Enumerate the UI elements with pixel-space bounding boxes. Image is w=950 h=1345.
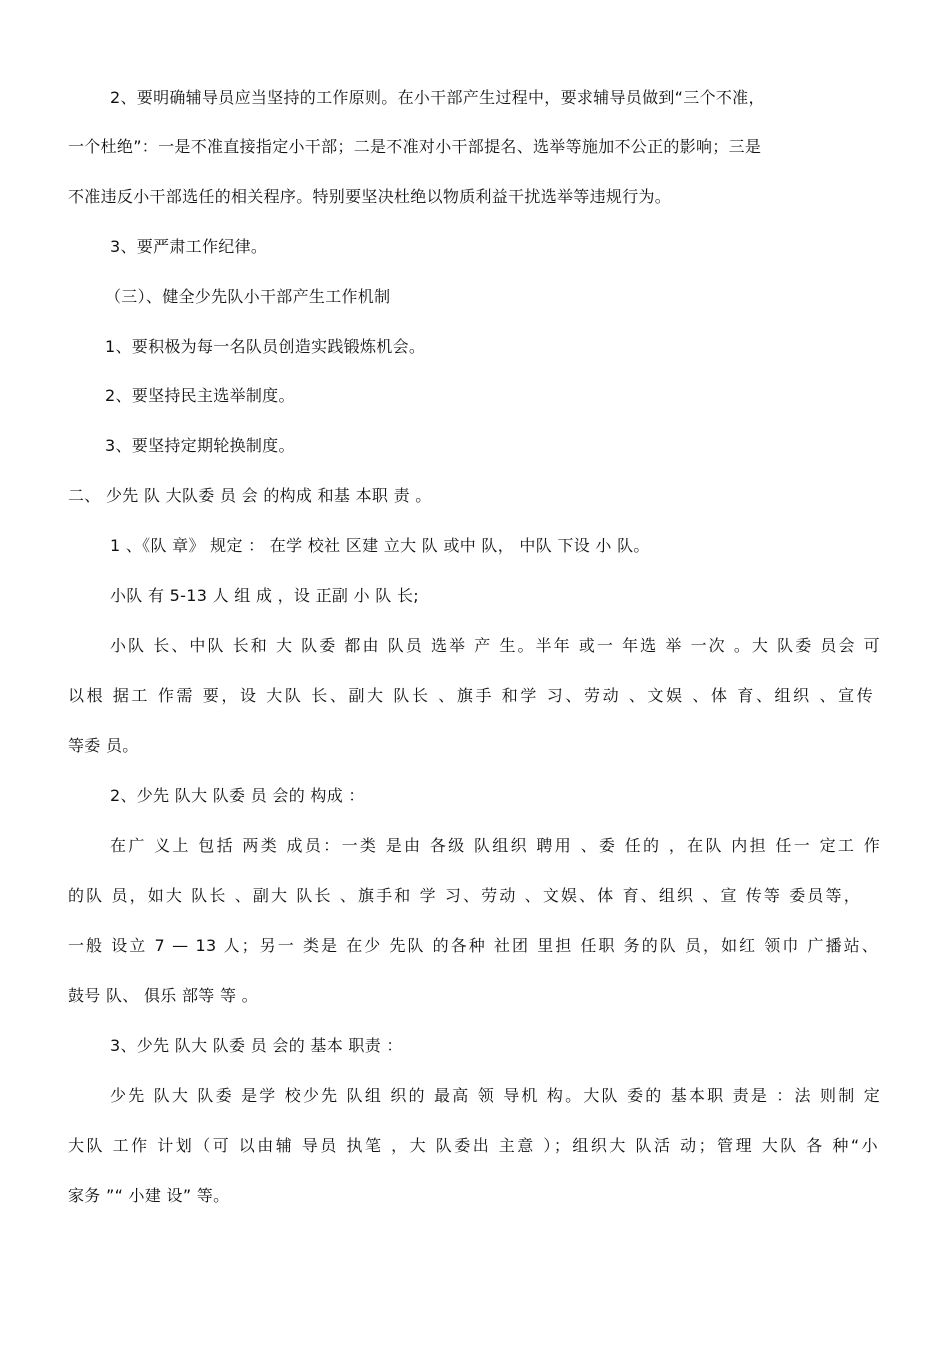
paragraph-line: 家务 ”“ 小建 设” 等。 (68, 1186, 230, 1205)
paragraph-line: 3、要坚持定期轮换制度。 (105, 436, 295, 455)
paragraph-line: 不准违反小干部选任的相关程序。特别要坚决杜绝以物质利益干扰选举等违规行为。 (68, 187, 672, 206)
paragraph-line: 3、要严肃工作纪律。 (110, 237, 268, 256)
paragraph-line: 以根 据工 作需 要，设 大队 长、副大 队长 、旗手 和学 习、劳动 、文娱 、体 育、组织 、宣传 (68, 686, 873, 705)
paragraph-line: 一个杜绝”：一是不准直接指定小干部；二是不准对小干部提名、选举等施加不公正的影响；三是 (68, 137, 762, 156)
section-heading: 二、 少先 队 大队委 员 会 的构成 和基 本职 责 。 (68, 486, 432, 505)
paragraph-line: 1、要积极为每一名队员创造实践锻炼机会。 (105, 337, 426, 356)
paragraph-line: 1 、《队 章》 规定 ： 在学 校社 区建 立大 队 或中 队， 中队 下设 小 队。 (110, 536, 650, 555)
paragraph-line: 等委 员。 (68, 736, 139, 755)
paragraph-line: 2、少先 队大 队委 员 会的 构成 ： (110, 786, 365, 805)
paragraph-line: 在广 义上 包括 两类 成员：一类 是由 各级 队组织 聘用 、委 任的 ，在队 内担 任一 定工 作 (110, 836, 880, 855)
paragraph-line: 鼓号 队、 俱乐 部等 等 。 (68, 986, 258, 1005)
paragraph-line: 3、少先 队大 队委 员 会的 基本 职责 ： (110, 1036, 403, 1055)
section-heading: （三）、健全少先队小干部产生工作机制 (105, 287, 391, 306)
paragraph-line: 2、要坚持民主选举制度。 (105, 386, 295, 405)
paragraph-line: 2、要明确辅导员应当坚持的工作原则。在小干部产生过程中，要求辅导员做到“三个不准， (110, 88, 765, 107)
paragraph-line: 小队 有 5-13 人 组 成 ，设 正副 小 队 长; (110, 586, 419, 605)
paragraph-line: 大队 工作 计划（可 以由辅 导员 执笔 ，大 队委出 主意 ）；组织大 队活 动；管理 大队 各 种“小 (68, 1136, 878, 1155)
paragraph-line: 小队 长、中队 长和 大 队委 都由 队员 选举 产 生。半年 或一 年选 举 一次 。大 队委 员会 可 (110, 636, 880, 655)
paragraph-line: 少先 队大 队委 是学 校少先 队组 织的 最高 领 导机 构。大队 委的 基本职 责是 ：法 则制 定 (110, 1086, 880, 1105)
paragraph-line: 一般 设立 7 — 13 人；另一 类是 在少 先队 的各种 社团 里担 任职 务的队 员，如红 领巾 广播站、 (68, 936, 878, 955)
paragraph-line: 的队 员，如大 队长 、副大 队长 、旗手和 学 习、劳动 、文娱、体 育、组织 、宣 传等 委员等， (68, 886, 860, 905)
